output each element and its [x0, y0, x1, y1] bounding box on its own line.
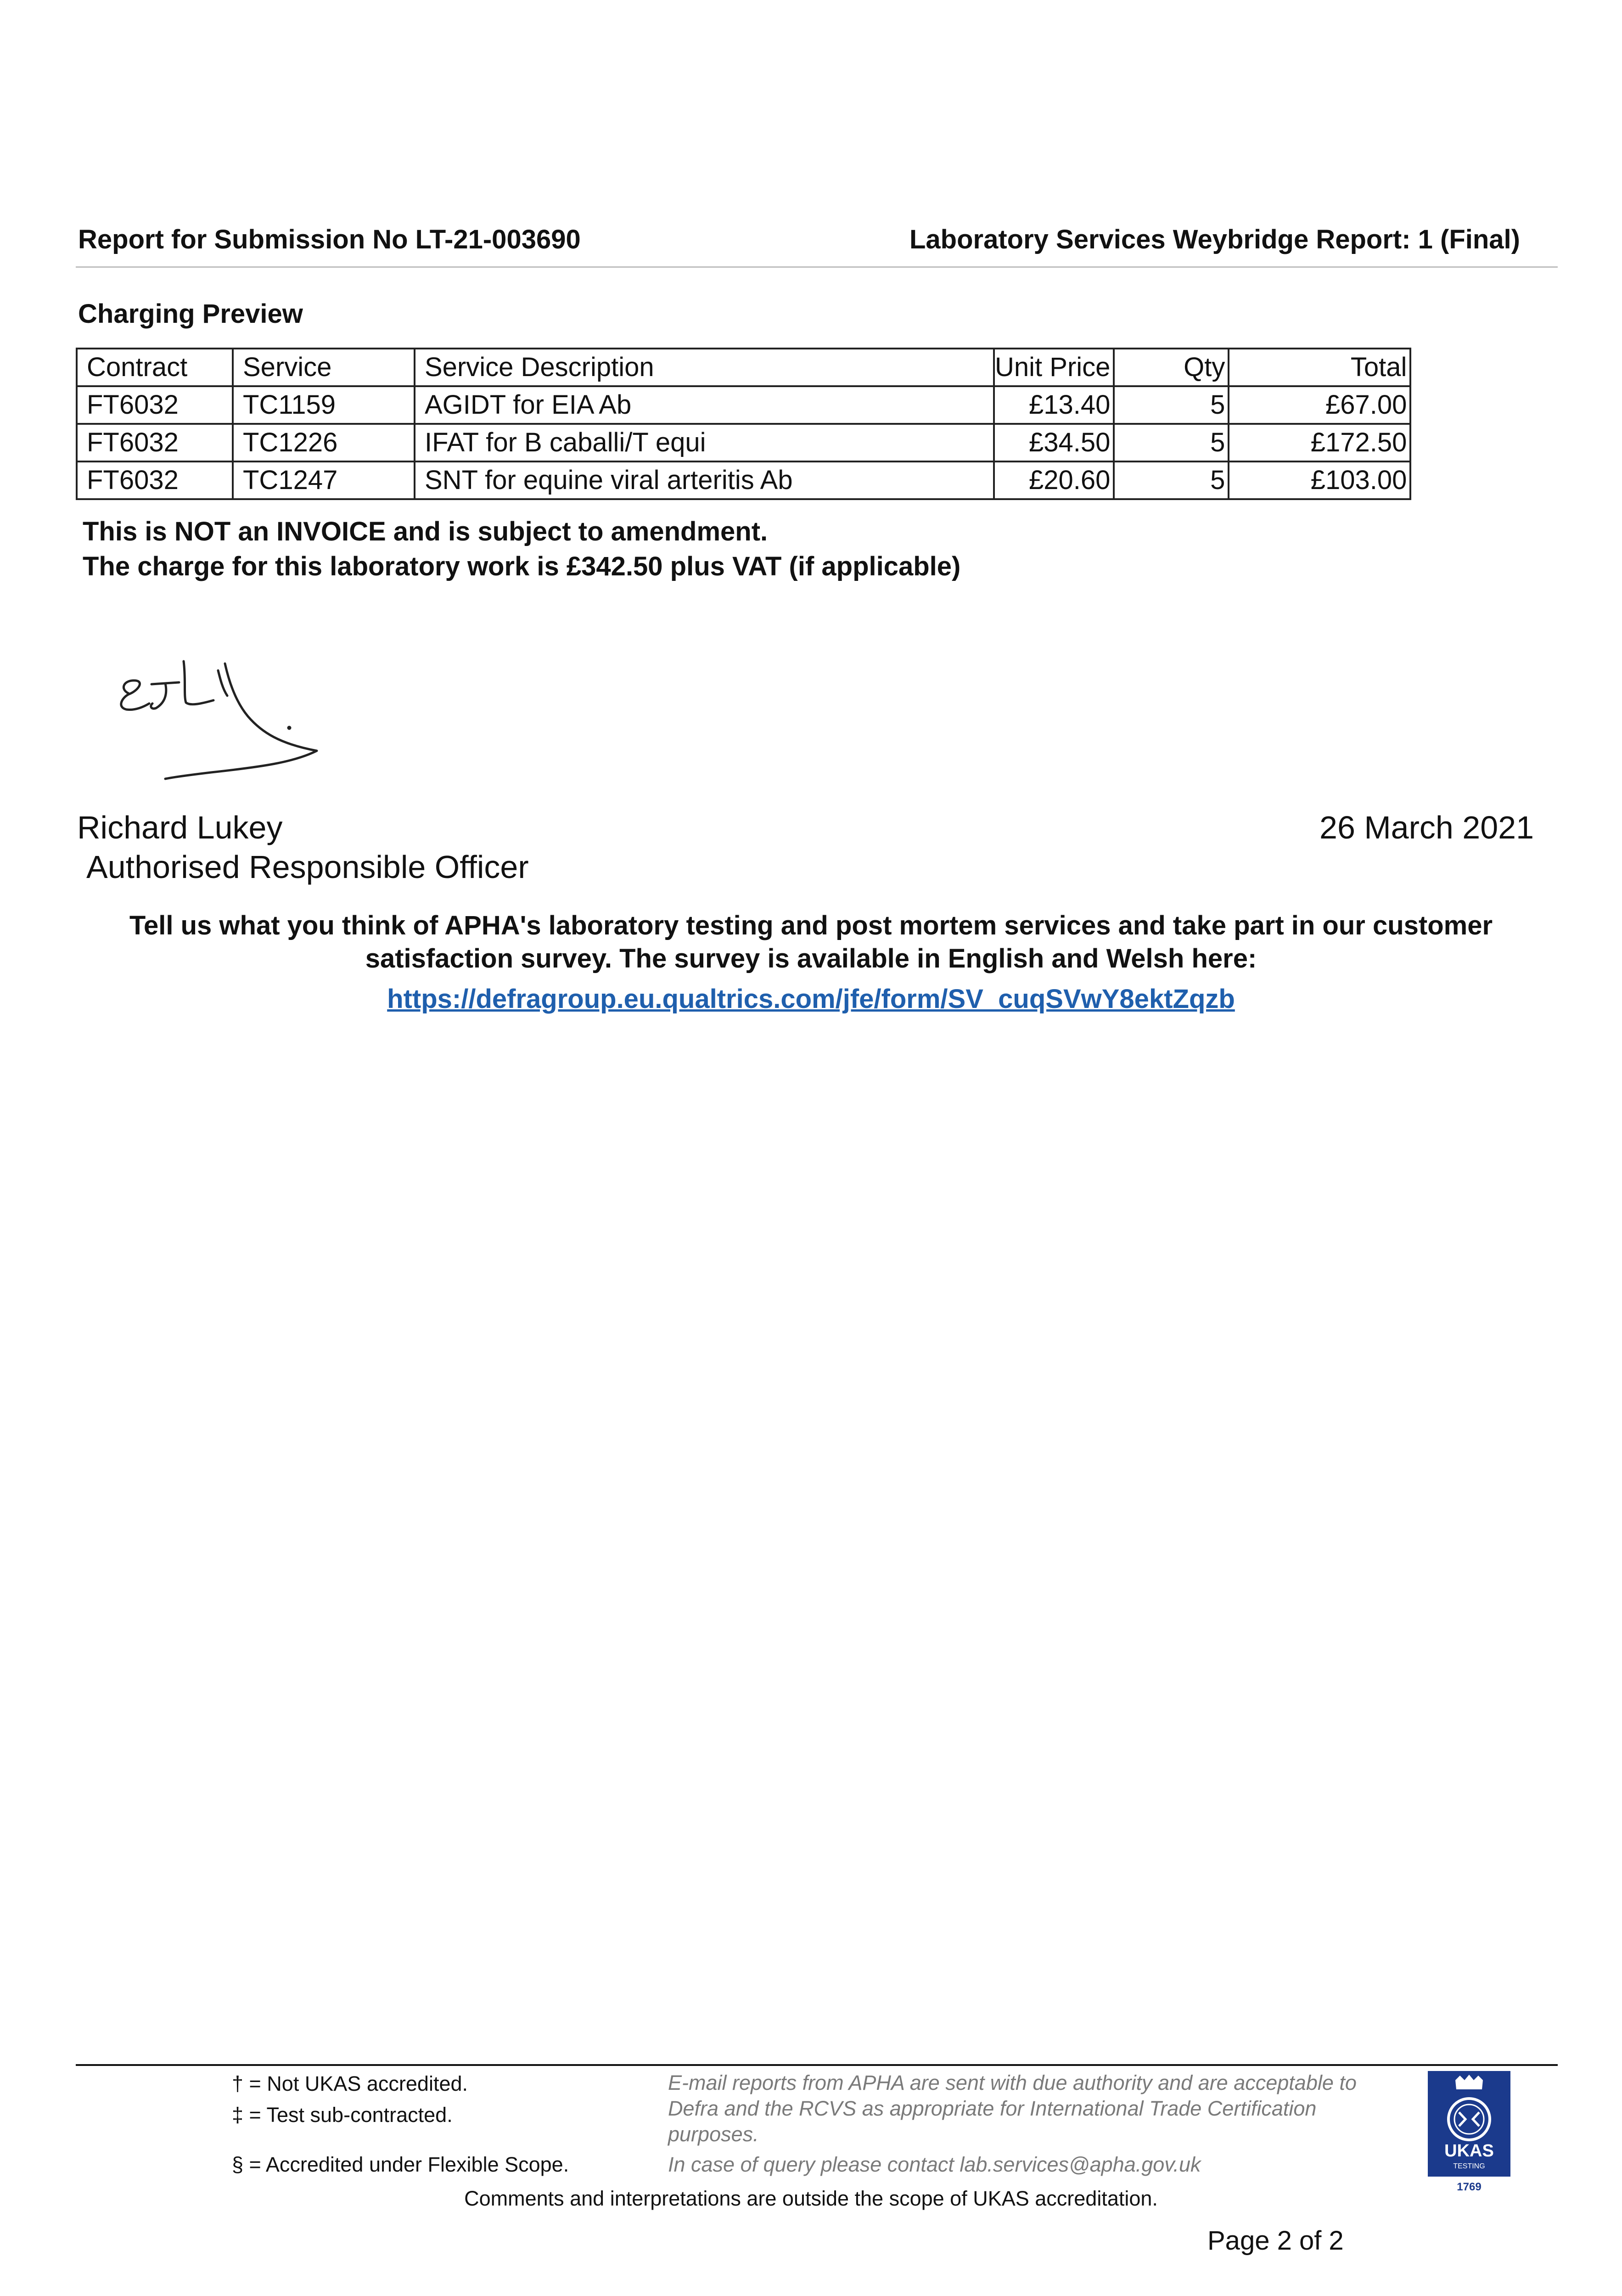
signature-icon [110, 652, 349, 804]
charging-preview-title: Charging Preview [78, 299, 303, 329]
ukas-scope-note: Comments and interpretations are outside the scope of UKAS accreditation. [464, 2187, 1158, 2210]
cell-description: IFAT for B caballi/T equi [415, 424, 994, 461]
cell-description: AGIDT for EIA Ab [415, 386, 994, 424]
table-row [77, 386, 1410, 424]
col-service: Service [233, 349, 415, 386]
ukas-logo [1423, 2066, 1515, 2195]
cell-unit-price: £34.50 [994, 424, 1114, 461]
cell-qty: 5 [1114, 386, 1229, 424]
email-reports-note: E-mail reports from APHA are sent with due authority and are acceptable to Defra and the RCVS as appropriate for International Trade Certification purposes. [668, 2071, 1357, 2146]
footer-divider [76, 2064, 1558, 2066]
survey-invitation [76, 909, 1546, 975]
col-contract: Contract [77, 349, 233, 386]
cell-contract: FT6032 [77, 386, 233, 424]
ukas-logo-subtext: TESTING [1453, 2162, 1485, 2170]
footnote-subcontracted: ‡ = Test sub-contracted. [232, 2103, 453, 2127]
report-title: Laboratory Services Weybridge Report: 1 (Final) [909, 225, 1520, 254]
table-header-row [77, 349, 1410, 386]
col-unit-price: Unit Price [994, 349, 1114, 386]
survey-line-1: Tell us what you think of APHA's laboratory testing and post mortem services and take part in our customer [129, 911, 1493, 940]
col-total: Total [1229, 349, 1410, 386]
cell-total: £172.50 [1229, 424, 1410, 461]
table-row [77, 424, 1410, 461]
submission-number: Report for Submission No LT-21-003690 [78, 225, 581, 254]
cell-total: £103.00 [1229, 461, 1410, 499]
cell-unit-price: £20.60 [994, 461, 1114, 499]
table-row [77, 461, 1410, 499]
page-number: Page 2 of 2 [1207, 2226, 1344, 2256]
cell-contract: FT6032 [77, 461, 233, 499]
officer-name: Richard Lukey [77, 810, 283, 845]
cell-qty: 5 [1114, 424, 1229, 461]
not-invoice-notice: This is NOT an INVOICE and is subject to amendment. [83, 517, 768, 546]
cell-description: SNT for equine viral arteritis Ab [415, 461, 994, 499]
cell-unit-price: £13.40 [994, 386, 1114, 424]
report-date: 26 March 2021 [1319, 810, 1534, 845]
header-divider [76, 266, 1558, 268]
cell-qty: 5 [1114, 461, 1229, 499]
survey-link[interactable]: https://defragroup.eu.qualtrics.com/jfe/form/SV_cuqSVwY8ektZqzb [387, 984, 1235, 1014]
officer-role: Authorised Responsible Officer [86, 849, 529, 885]
ukas-logo-number: 1769 [1457, 2181, 1482, 2193]
charges-table [76, 348, 1411, 500]
cell-service: TC1226 [233, 424, 415, 461]
ukas-logo-text: UKAS [1444, 2141, 1494, 2161]
footnote-not-ukas: † = Not UKAS accredited. [232, 2072, 468, 2095]
survey-line-2: satisfaction survey. The survey is available in English and Welsh here: [365, 944, 1257, 974]
charge-total-notice: The charge for this laboratory work is £342.50 plus VAT (if applicable) [83, 551, 961, 581]
cell-service: TC1247 [233, 461, 415, 499]
col-service-description: Service Description [415, 349, 994, 386]
cell-contract: FT6032 [77, 424, 233, 461]
query-contact-note: In case of query please contact lab.services@apha.gov.uk [668, 2153, 1201, 2176]
cell-service: TC1159 [233, 386, 415, 424]
cell-total: £67.00 [1229, 386, 1410, 424]
footnote-flexible-scope: § = Accredited under Flexible Scope. [232, 2153, 569, 2176]
col-qty: Qty [1114, 349, 1229, 386]
